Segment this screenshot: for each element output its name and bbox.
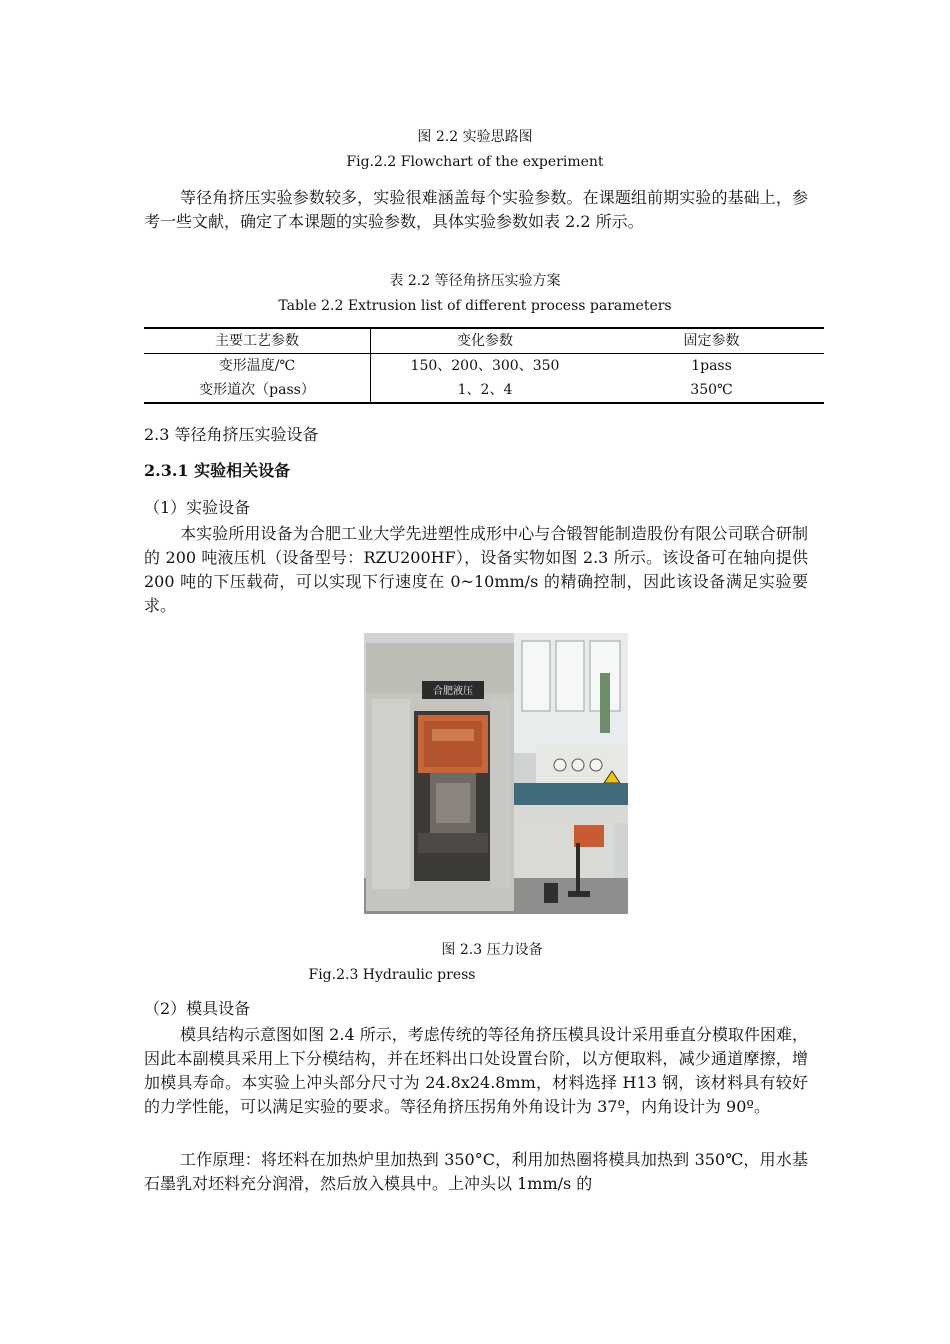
table-2-2-caption-en: Table 2.2 Extrusion list of different process parameters <box>278 298 672 314</box>
table-cell: 350℃ <box>690 382 733 398</box>
table-row <box>144 354 824 379</box>
table-header-row <box>144 328 824 354</box>
table-cell: 1、2、4 <box>457 382 513 398</box>
table-cell: 1pass <box>691 358 732 374</box>
table-header-cell: 固定参数 <box>683 333 740 349</box>
experiment-parameters-table <box>144 327 824 404</box>
table-row <box>144 378 824 403</box>
figure-2-3-caption-cn: 图 2.3 压力设备 <box>441 942 543 958</box>
table-2-2-caption-cn: 表 2.2 等径角挤压实验方案 <box>389 273 561 289</box>
table-header-cell: 变化参数 <box>457 333 513 349</box>
figure-2-2-caption-cn: 图 2.2 实验思路图 <box>417 129 533 145</box>
table-cell: 变形温度/℃ <box>144 354 371 379</box>
section-heading-2-3-1: 2.3.1 实验相关设备 <box>144 461 291 480</box>
table-cell: 150、200、300、350 <box>410 358 560 374</box>
figure-2-2-caption-en: Fig.2.2 Flowchart of the experiment <box>346 154 604 170</box>
hydraulic-press-photo <box>364 633 628 914</box>
figure-2-3-caption-en: Fig.2.3 Hydraulic press <box>308 967 476 983</box>
paragraph-parameters-intro: 等径角挤压实验参数较多，实验很难涵盖每个实验参数。在课题组前期实验的基础上，参考一些文献，确定了本课题的实验参数，具体实验参数如表 2.2 所示。 <box>144 188 808 231</box>
paragraph-die-design: 模具结构示意图如图 2.4 所示，考虑传统的等径角挤压模具设计采用垂直分模取件困难，因此本副模具采用上下分模结构，并在坯料出口处设置台阶，以方便取料，减少通道摩擦，增加模具寿命。本实验上冲头部分尺寸为 24.8x24.8mm，材料选择 H13 钢，该材料具有较好的力学性能，可以满足实验的要求。等径角挤压拐角外角设计为 37º，内角设计为 90º。 <box>144 1025 808 1116</box>
table-header-cell: 主要工艺参数 <box>144 328 371 354</box>
paragraph-equipment: 本实验所用设备为合肥工业大学先进塑性成形中心与合锻智能制造股份有限公司联合研制的 200 吨液压机（设备型号：RZU200HF），设备实物如图 2.3 所示。该设备可在轴向提供 200 吨的下压载荷，可以实现下行速度在 0~10mm/s 的精确控制，因此该设备满足实验要求。 <box>144 524 808 615</box>
paragraph-working-principle: 工作原理：将坯料在加热炉里加热到 350°C，利用加热圈将模具加热到 350℃，用水基石墨乳对坯料充分润滑，然后放入模具中。上冲头以 1mm/s 的 <box>144 1150 808 1193</box>
item-1-label: （1）实验设备 <box>144 498 251 517</box>
hydraulic-press-illustration <box>364 633 628 914</box>
press-nameplate-text: 合肥液压 <box>433 686 473 697</box>
section-heading-2-3: 2.3 等径角挤压实验设备 <box>144 425 319 444</box>
item-2-label: （2）模具设备 <box>144 999 251 1018</box>
table-cell: 变形道次（pass） <box>144 378 371 403</box>
